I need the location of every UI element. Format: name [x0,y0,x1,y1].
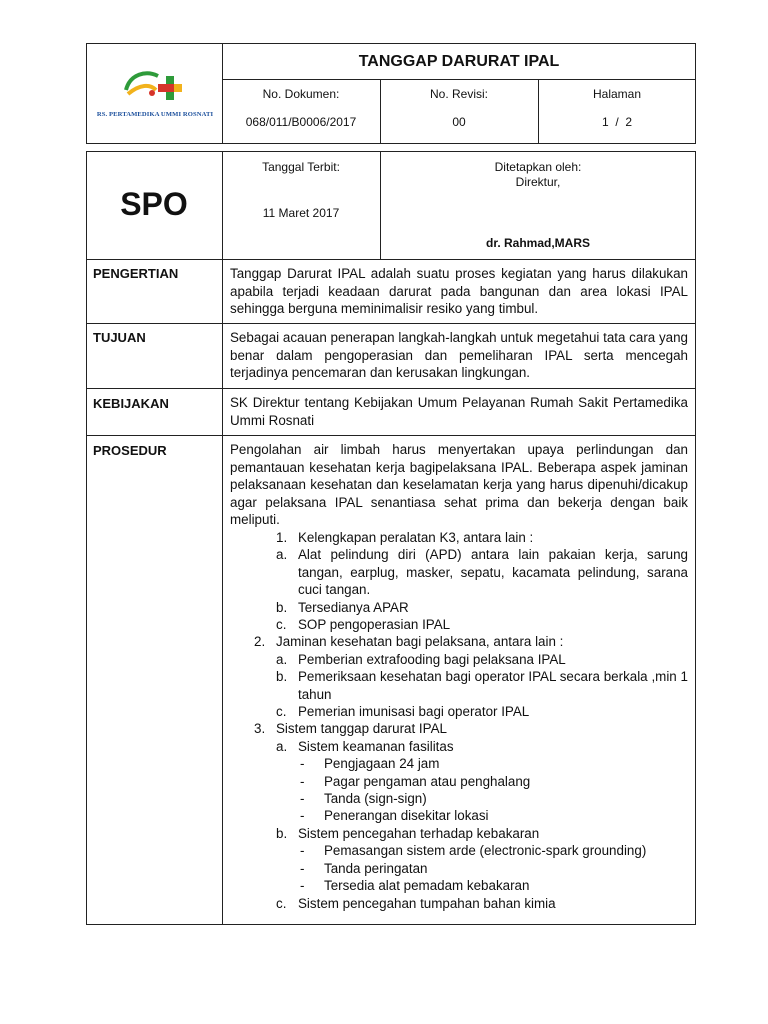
list-item-text: Kelengkapan peralatan K3, antara lain : [298,529,534,545]
sub-mark: b. [276,669,288,685]
dash-item [300,877,688,894]
sub-item-text: Pemeriksaan kesehatan bagi operator IPAL secara berkala ,min 1 tahun [298,669,688,702]
sub-mark: b. [276,599,288,615]
list-number: 1. [276,529,288,545]
dash-item-text: Pagar pengaman atau penghalang [324,773,531,789]
sub-item-text: SOP pengoperasian IPAL [298,617,451,632]
dash-mark: - [300,878,305,894]
dash-item [300,842,688,859]
logo [88,60,222,130]
sub-mark: c. [276,704,287,720]
logo-text: RS. PERTAMEDIKA UMMI ROSNATI [96,111,214,118]
document-title: TANGGAP DARURAT IPAL [358,53,560,70]
kebijakan-text: SK Direktur tentang Kebijakan Umum Pelayanan Rumah Sakit Pertamedika Ummi Rosnati [230,395,688,428]
list-number: 2. [254,634,266,650]
sub-item-text: Sistem pencegahan terhadap kebakaran [298,825,540,841]
dash-item [300,790,688,807]
dash-mark: - [300,843,305,859]
sub-item [276,895,688,912]
doc-number-value: 068/011/B0006/2017 [245,115,357,129]
issue-date-value: 11 Maret 2017 [262,206,340,220]
kebijakan-label: KEBIJAKAN [93,396,169,411]
list-item [254,633,688,650]
revision-label: No. Revisi: [429,87,488,101]
spo-label: SPO [120,186,188,222]
dash-item-text: Pemasangan sistem arde (electronic-spark grounding) [324,843,647,859]
sub-mark: a. [276,547,288,563]
dash-item-text: Penerangan disekitar lokasi [324,808,489,824]
sub-item [276,599,688,616]
sub-mark: b. [276,825,288,841]
dash-mark: - [300,773,305,789]
sub-mark: c. [276,617,287,632]
dash-mark: - [300,860,305,876]
dash-item [300,807,688,824]
set-by-label: Ditetapkan oleh: [494,160,582,174]
sub-item-text: Pemerian imunisasi bagi operator IPAL [298,704,530,720]
sub-item [276,668,688,703]
dash-mark: - [300,756,305,772]
dash-item-text: Tersedia alat pemadam kebakaran [324,878,530,894]
list-number: 3. [254,721,266,737]
sub-item-text: Tersedianya APAR [298,599,409,615]
dash-item [300,860,688,877]
page-value: 1 / 2 [601,115,633,129]
page-label: Halaman [592,87,642,101]
issue-date-label: Tanggal Terbit: [262,160,340,174]
sub-item [276,703,688,720]
sub-item [276,546,688,598]
sub-item-text: Sistem pencegahan tumpahan bahan kimia [298,895,556,911]
list-item [276,529,688,546]
dash-mark: - [300,791,305,807]
dash-item [300,755,688,772]
sub-mark: c. [276,895,287,911]
sub-mark: a. [276,738,288,754]
sub-item-text: Sistem keamanan fasilitas [298,738,454,754]
dash-item-text: Tanda peringatan [324,860,428,876]
list-item-text: Sistem tanggap darurat IPAL [276,721,447,737]
hospital-logo-icon [88,60,222,108]
revision-value: 00 [452,115,466,129]
list-item-text: Jaminan kesehatan bagi pelaksana, antara lain : [276,634,564,650]
sub-mark: a. [276,651,288,667]
sub-item-text: Alat pelindung diri (APD) antara lain pakaian kerja, sarung tangan, earplug, masker, sepatu, kacamata pelindung, sarana cuci tangan. [298,547,688,598]
prosedur-label: PROSEDUR [93,443,167,458]
doc-number-label: No. Dokumen: [262,87,340,101]
sub-item [276,616,688,633]
tujuan-text: Sebagai acauan penerapan langkah-langkah untuk megetahui tata cara yang benar dalam pengoperasian dan pemeliharan IPAL serta mencegah terjadinya pencemaran dan kerusakan lingkungan. [230,330,688,381]
tujuan-label: TUJUAN [93,330,146,345]
prosedur-intro: Pengolahan air limbah harus menyertakan upaya perlindungan dan pemantauan kesehatan kerja bagipelaksana IPAL. Beberapa aspek jaminan pelaksanaan kesehatan dan keselamatan kerja yang harus dipenuhi/dicakup agar pelaksana IPAL senantiasa sehat prima dan bekerja dengan baik meliputi. [230,442,688,528]
dash-item-text: Tanda (sign-sign) [324,791,427,807]
prosedur-content [230,441,688,912]
pengertian-text: Tanggap Darurat IPAL adalah suatu proses kegiatan yang harus dilakukan apabila terjadi keadaan darurat pada bangunan dan area lokasi IPAL sehingga berguna meminimalisir resiko yang timbul. [230,266,688,317]
dash-item [300,773,688,790]
sub-item [276,651,688,668]
pengertian-label: PENGERTIAN [93,266,179,281]
sub-item-text: Pemberian extrafooding bagi pelaksana IPAL [298,651,566,667]
signer-name: dr. Rahmad,MARS [485,236,590,250]
set-by-role: Direktur, [515,175,561,189]
dash-mark: - [300,808,305,824]
sub-item [276,825,688,842]
dash-item-text: Pengjagaan 24 jam [324,756,440,772]
list-item [254,720,688,737]
sub-item [276,738,688,755]
